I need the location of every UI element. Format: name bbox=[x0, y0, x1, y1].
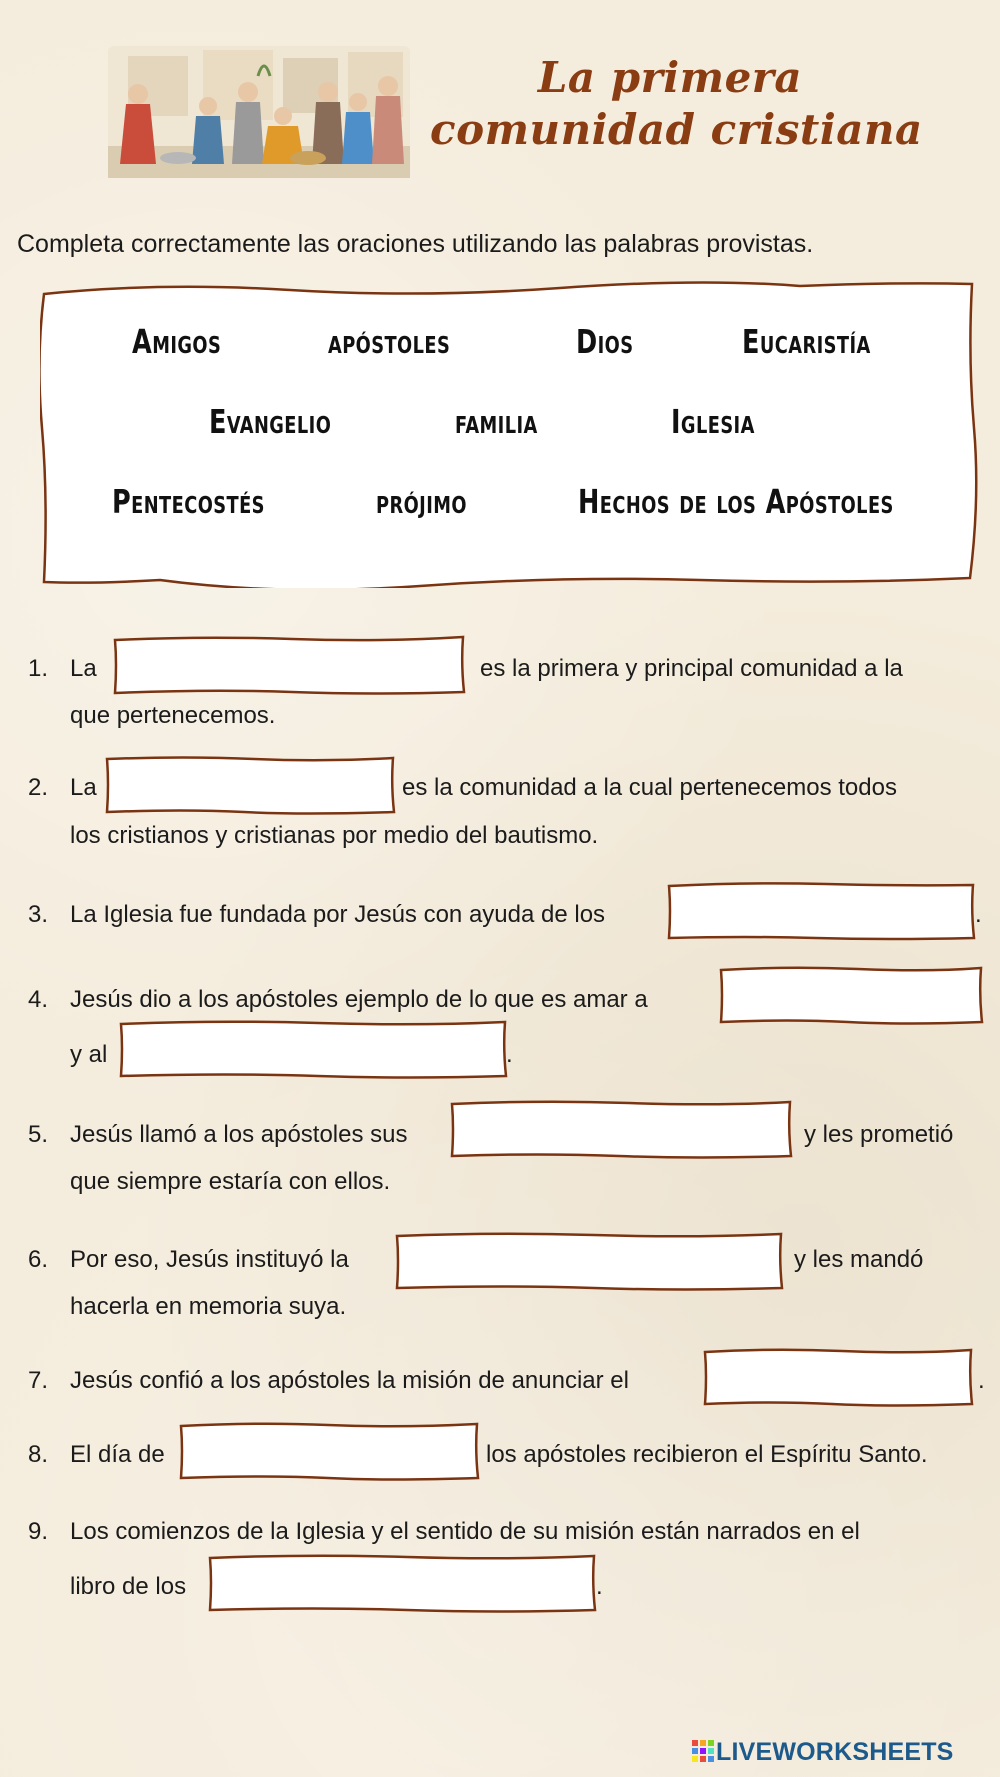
question-number: 5. bbox=[28, 1121, 49, 1148]
answer-input-7[interactable] bbox=[708, 1352, 968, 1402]
answer-blank-9[interactable] bbox=[207, 1552, 597, 1614]
page-title bbox=[430, 52, 923, 156]
answer-input-4a[interactable] bbox=[724, 970, 978, 1020]
question-text: . bbox=[596, 1573, 603, 1600]
word-bank-item: Pentecostés bbox=[112, 482, 265, 521]
answer-input-9[interactable] bbox=[213, 1558, 591, 1608]
word-bank-item: Iglesia bbox=[671, 402, 755, 441]
question-text: que pertenecemos. bbox=[70, 702, 276, 729]
word-bank-item: prójimo bbox=[376, 482, 467, 521]
question-number: 8. bbox=[28, 1441, 49, 1468]
question-text: Jesús confió a los apóstoles la misión de anunciar el bbox=[70, 1367, 629, 1394]
answer-blank-8[interactable] bbox=[178, 1420, 480, 1482]
question-text: es la primera y principal comunidad a la bbox=[480, 655, 903, 682]
answer-blank-6[interactable] bbox=[394, 1230, 784, 1292]
question-text: los apóstoles recibieron el Espíritu Santo. bbox=[486, 1441, 928, 1468]
title-line-1: La primera bbox=[537, 53, 803, 102]
answer-blank-3[interactable] bbox=[666, 880, 976, 942]
answer-blank-4b[interactable] bbox=[118, 1018, 508, 1080]
question-text: libro de los bbox=[70, 1573, 187, 1600]
question-text: Jesús llamó a los apóstoles sus bbox=[70, 1121, 408, 1148]
header-illustration bbox=[108, 46, 410, 178]
answer-blank-5[interactable] bbox=[449, 1098, 793, 1160]
answer-input-6[interactable] bbox=[400, 1236, 778, 1286]
question-text: hacerla en memoria suya. bbox=[70, 1293, 347, 1320]
question-text: La bbox=[70, 774, 97, 801]
question-text: los cristianos y cristianas por medio del bautismo. bbox=[70, 822, 599, 849]
answer-blank-4a[interactable] bbox=[718, 964, 984, 1026]
question-number: 6. bbox=[28, 1246, 49, 1273]
word-bank-item: Hechos de los Apóstoles bbox=[578, 482, 894, 521]
word-bank-item: apóstoles bbox=[328, 322, 451, 361]
question-text: . bbox=[975, 901, 982, 928]
question-number: 3. bbox=[28, 901, 49, 928]
word-bank-item: familia bbox=[455, 402, 538, 441]
answer-input-3[interactable] bbox=[672, 886, 970, 936]
answer-blank-7[interactable] bbox=[702, 1346, 974, 1408]
question-number: 9. bbox=[28, 1518, 49, 1545]
question-text: La bbox=[70, 655, 97, 682]
word-bank-item: Amigos bbox=[132, 322, 222, 361]
brand-name: LIVEWORKSHEETS bbox=[716, 1738, 954, 1766]
answer-input-8[interactable] bbox=[184, 1426, 474, 1476]
question-text: Los comienzos de la Iglesia y el sentido de su misión están narrados en el bbox=[70, 1518, 860, 1545]
question-number: 1. bbox=[28, 655, 49, 682]
question-text: El día de bbox=[70, 1441, 165, 1468]
question-number: 7. bbox=[28, 1367, 49, 1394]
answer-input-1[interactable] bbox=[118, 640, 460, 690]
question-text: . bbox=[506, 1041, 513, 1068]
instructions-text: Completa correctamente las oraciones utilizando las palabras provistas. bbox=[17, 230, 814, 258]
answer-input-4b[interactable] bbox=[124, 1024, 502, 1074]
question-text: y les prometió bbox=[804, 1121, 954, 1148]
liveworksheets-icon bbox=[692, 1740, 714, 1762]
word-bank-item: Evangelio bbox=[209, 402, 332, 441]
question-text: Por eso, Jesús instituyó la bbox=[70, 1246, 349, 1273]
question-text: y les mandó bbox=[794, 1246, 924, 1273]
title-line-2: comunidad cristiana bbox=[430, 105, 923, 154]
word-bank-item: Eucaristía bbox=[742, 322, 871, 361]
answer-input-5[interactable] bbox=[455, 1104, 787, 1154]
answer-input-2[interactable] bbox=[110, 760, 390, 810]
word-bank-item: Dios bbox=[576, 322, 634, 361]
question-text: y al bbox=[70, 1041, 108, 1068]
answer-blank-1[interactable] bbox=[112, 634, 466, 696]
answer-blank-2[interactable] bbox=[104, 754, 396, 816]
question-number: 2. bbox=[28, 774, 49, 801]
question-number: 4. bbox=[28, 986, 49, 1013]
question-text: Jesús dio a los apóstoles ejemplo de lo que es amar a bbox=[70, 986, 648, 1013]
question-text: La Iglesia fue fundada por Jesús con ayuda de los bbox=[70, 901, 606, 928]
word-bank-box bbox=[40, 278, 978, 588]
question-text: . bbox=[978, 1367, 985, 1394]
question-text: es la comunidad a la cual pertenecemos todos bbox=[402, 774, 897, 801]
question-text: que siempre estaría con ellos. bbox=[70, 1168, 391, 1195]
